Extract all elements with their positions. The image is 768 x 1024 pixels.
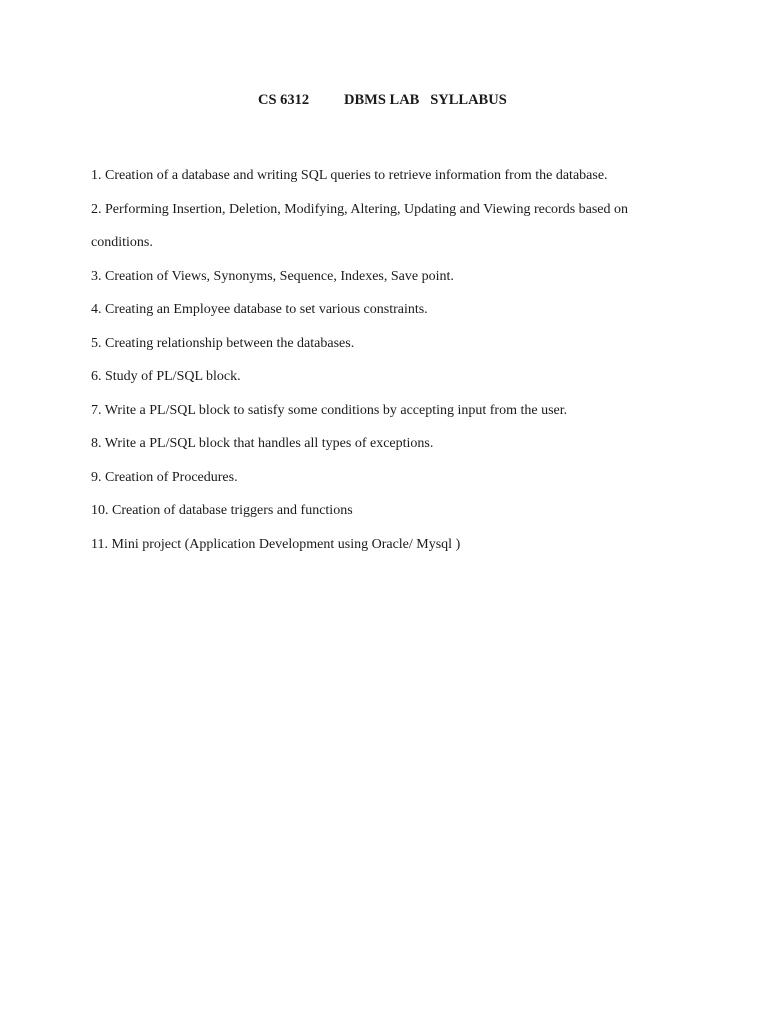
syllabus-line: 4. Creating an Employee database to set various constraints. (91, 302, 428, 317)
syllabus-line: 9. Creation of Procedures. (91, 469, 238, 485)
syllabus-list (91, 159, 691, 561)
syllabus-line: conditions. (91, 235, 153, 250)
syllabus-line: 8. Write a PL/SQL block that handles all types of exceptions. (91, 436, 434, 451)
syllabus-line: 2. Performing Insertion, Deletion, Modifying, Altering, Updating and Viewing records based on (91, 201, 629, 217)
syllabus-line: 7. Write a PL/SQL block to satisfy some conditions by accepting input from the user. (91, 402, 568, 418)
syllabus-line: 1. Creation of a database and writing SQL queries to retrieve information from the database. (91, 168, 608, 183)
syllabus-line: 10. Creation of database triggers and functions (91, 503, 353, 518)
page-title (258, 92, 507, 109)
syllabus-line: 5. Creating relationship between the databases. (91, 335, 355, 351)
syllabus-line: 3. Creation of Views, Synonyms, Sequence, Indexes, Save point. (91, 268, 454, 284)
course-code: CS 6312 (258, 92, 310, 108)
syllabus-line: 6. Study of PL/SQL block. (91, 369, 241, 384)
syllabus-line: 11. Mini project (Application Development using Oracle/ Mysql ) (91, 536, 461, 552)
course-name: DBMS LAB SYLLABUS (344, 92, 507, 108)
